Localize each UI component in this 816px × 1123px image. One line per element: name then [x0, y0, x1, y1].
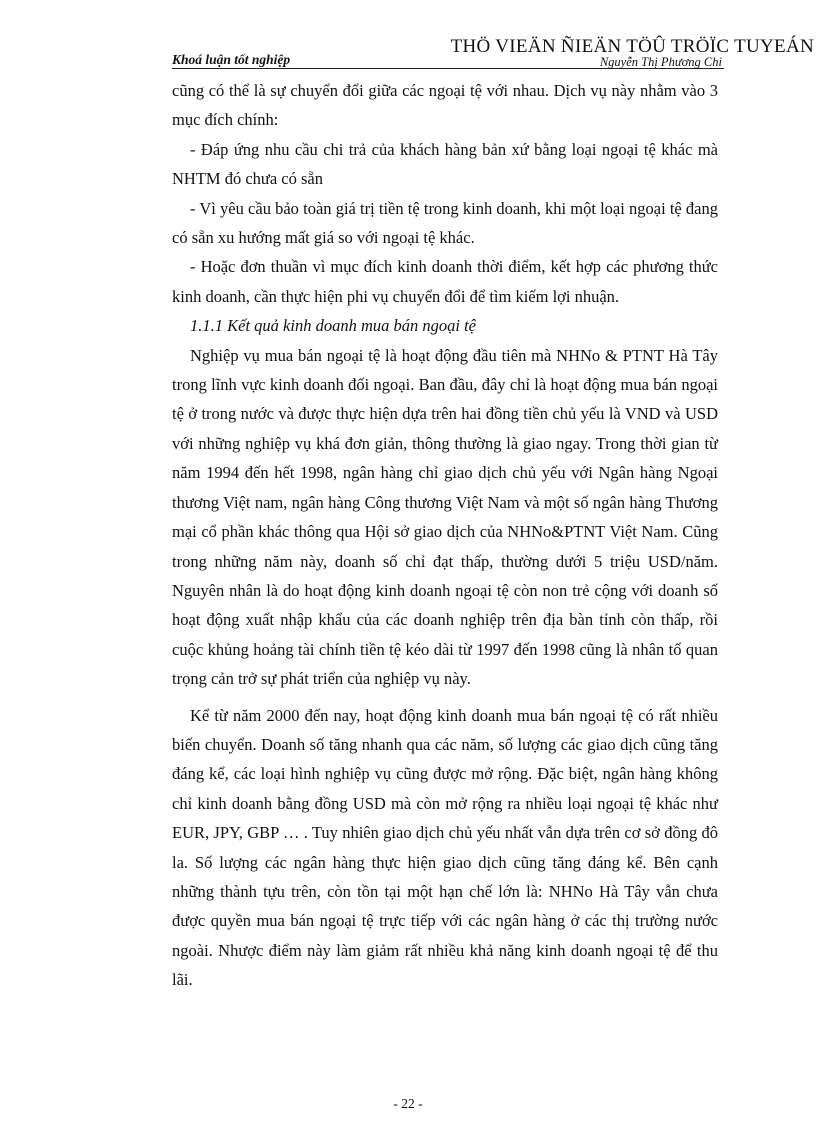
header-title: Khoá luận tốt nghiệp: [172, 52, 291, 67]
page-header: [172, 50, 724, 69]
header-author: Nguyễn Thị Phương Chi: [599, 55, 722, 69]
watermark-text: THÖ VIEÄN ÑIEÄN TÖÛ TRÖÏC TUYEÁN: [450, 36, 814, 57]
bullet-item-3: - Hoặc đơn thuần vì mục đích kinh doanh thời điểm, kết hợp các phương thức kinh doanh, cần thực hiện phi vụ chuyển đổi để tìm kiếm lợi nhuận.: [172, 257, 718, 306]
section-heading: 1.1.1 Kết quả kinh doanh mua bán ngoại tệ: [190, 316, 476, 336]
paragraph-continuation: cũng có thể là sự chuyển đổi giữa các ngoại tệ với nhau. Dịch vụ này nhằm vào 3 mục đích chính:: [172, 81, 718, 130]
paragraph-recent: Kể từ năm 2000 đến nay, hoạt động kinh doanh mua bán ngoại tệ có rất nhiều biến chuyển. Doanh số tăng nhanh qua các năm, số lượng các giao dịch cũng tăng đáng kể, các loại hình nghiệp vụ cũng được mở rộng. Đặc biệt, ngân hàng không chỉ kinh doanh bằng đồng USD mà còn mở rộng ra nhiều loại ngoại tệ khác như EUR, JPY, GBP … . Tuy nhiên giao dịch chủ yếu nhất vẫn dựa trên cơ sở đồng đô la. Số lượng các ngân hàng thực hiện giao dịch cũng tăng đáng kể. Bên cạnh những thành tựu trên, còn tồn tại một hạn chế lớn là: NHNo Hà Tây vẫn chưa được quyền mua bán ngoại tệ trực tiếp với các ngân hàng ở các thị trường nước ngoài. Nhược điểm này làm giảm rất nhiều khả năng kinh doanh ngoại tệ để thu lãi.: [172, 705, 718, 990]
paragraph-history: Nghiệp vụ mua bán ngoại tệ là hoạt động đầu tiên mà NHNo & PTNT Hà Tây trong lĩnh vực kinh doanh đối ngoại. Ban đầu, đây chỉ là hoạt động mua bán ngoại tệ ở trong nước và được thực hiện dựa trên hai đồng tiền chủ yếu là VND và USD với những nghiệp vụ khá đơn giản, thông thường là giao ngay. Trong thời gian từ năm 1994 đến hết 1998, ngân hàng chỉ giao dịch chủ yếu với Ngân hàng Ngoại thương Việt nam, ngân hàng Công thương Việt Nam và một số ngân hàng Thương mại cổ phần khác thông qua Hội sở giao dịch của NHNo&PTNT Việt Nam. Cũng trong những năm này, doanh số chỉ đạt thấp, thường dưới 5 triệu USD/năm. Nguyên nhân là do hoạt động kinh doanh ngoại tệ còn non trẻ cộng với doanh số hoạt động xuất nhập khẩu của các doanh nghiệp trên địa bàn tỉnh còn thấp, rồi cuộc khủng hoảng tài chính tiền tệ kéo dài từ 1997 đến 1998 cũng là nhân tố quan trọng cản trở sự phát triển của nghiệp vụ này.: [172, 345, 718, 689]
bullet-item-2: - Vì yêu cầu bảo toàn giá trị tiền tệ trong kinh doanh, khi một loại ngoại tệ đang có sẵn xu hướng mất giá so với ngoại tệ khác.: [172, 198, 718, 248]
page-number: - 22 -: [393, 1096, 423, 1111]
document-body: [172, 76, 718, 995]
bullet-item-1: - Đáp ứng nhu cầu chi trả của khách hàng bản xứ bằng loại ngoại tệ khác mà NHTM đó chưa có sẵn: [172, 139, 718, 189]
